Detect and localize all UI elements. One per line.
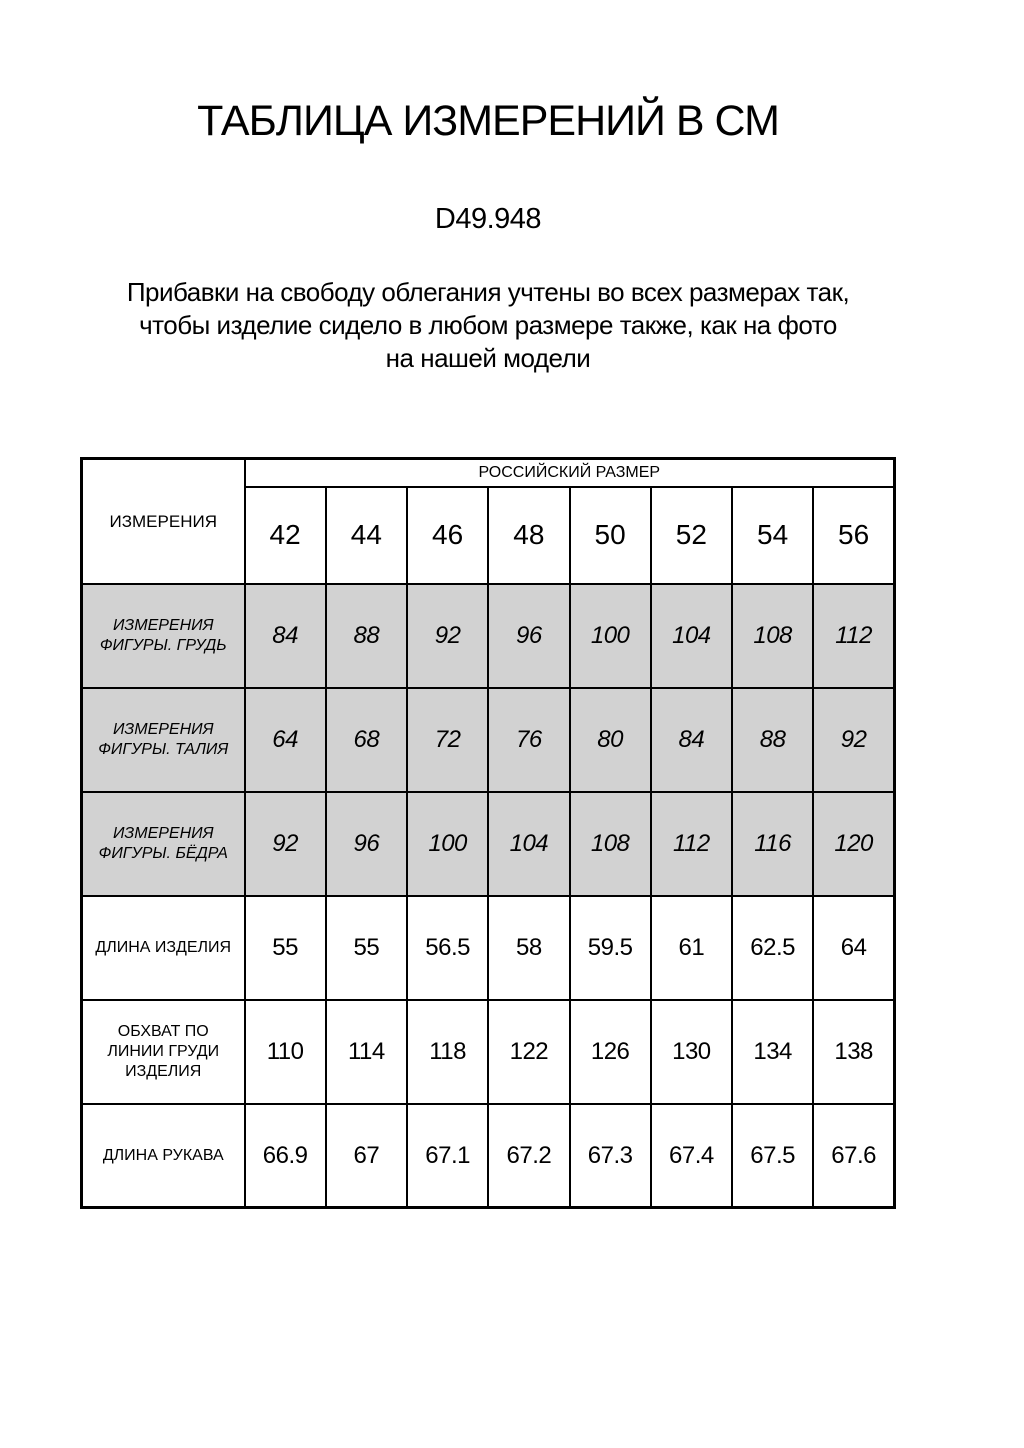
size-header-cell: 54 bbox=[732, 487, 813, 584]
value-cell: 88 bbox=[732, 688, 813, 792]
row-label-cell: ИЗМЕРЕНИЯ ФИГУРЫ. ГРУДЬ bbox=[82, 584, 245, 688]
fit-note-line: Прибавки на свободу облегания учтены во всех размерах так, bbox=[126, 277, 850, 308]
value-cell: 61 bbox=[651, 896, 732, 1000]
value-cell: 67.5 bbox=[732, 1104, 813, 1208]
value-cell: 66.9 bbox=[245, 1104, 326, 1208]
value-cell: 68 bbox=[326, 688, 407, 792]
value-cell: 67 bbox=[326, 1104, 407, 1208]
value-cell: 122 bbox=[488, 1000, 569, 1104]
size-header-cell: 48 bbox=[488, 487, 569, 584]
value-cell: 130 bbox=[651, 1000, 732, 1104]
row-label-cell: ДЛИНА РУКАВА bbox=[82, 1104, 245, 1208]
product-code: D49.948 bbox=[434, 203, 542, 236]
value-cell: 112 bbox=[813, 584, 894, 688]
value-cell: 92 bbox=[813, 688, 894, 792]
fit-note-line: на нашей модели bbox=[385, 343, 591, 374]
size-header-cell: 42 bbox=[245, 487, 326, 584]
value-cell: 96 bbox=[326, 792, 407, 896]
table-row bbox=[82, 584, 895, 688]
value-cell: 72 bbox=[407, 688, 488, 792]
table-row bbox=[82, 688, 895, 792]
value-cell: 92 bbox=[407, 584, 488, 688]
value-cell: 62.5 bbox=[732, 896, 813, 1000]
document bbox=[80, 0, 896, 1209]
value-cell: 96 bbox=[488, 584, 569, 688]
fit-note bbox=[80, 276, 896, 375]
value-cell: 108 bbox=[732, 584, 813, 688]
value-cell: 112 bbox=[651, 792, 732, 896]
measurements-table bbox=[80, 457, 896, 1209]
size-header-cell: 52 bbox=[651, 487, 732, 584]
table-body bbox=[82, 584, 895, 1208]
value-cell: 55 bbox=[245, 896, 326, 1000]
table-row bbox=[82, 1000, 895, 1104]
value-cell: 92 bbox=[245, 792, 326, 896]
row-label-cell: ОБХВАТ ПО ЛИНИИ ГРУДИ ИЗДЕЛИЯ bbox=[82, 1000, 245, 1104]
row-label-cell: ДЛИНА ИЗДЕЛИЯ bbox=[82, 896, 245, 1000]
value-cell: 114 bbox=[326, 1000, 407, 1104]
value-cell: 55 bbox=[326, 896, 407, 1000]
value-cell: 67.3 bbox=[570, 1104, 651, 1208]
value-cell: 100 bbox=[407, 792, 488, 896]
value-cell: 64 bbox=[813, 896, 894, 1000]
russian-size-header-cell: РОССИЙСКИЙ РАЗМЕР bbox=[245, 459, 895, 487]
value-cell: 76 bbox=[488, 688, 569, 792]
value-cell: 104 bbox=[488, 792, 569, 896]
value-cell: 104 bbox=[651, 584, 732, 688]
value-cell: 108 bbox=[570, 792, 651, 896]
fit-note-line: чтобы изделие сидело в любом размере также, как на фото bbox=[139, 310, 837, 341]
value-cell: 84 bbox=[651, 688, 732, 792]
value-cell: 59.5 bbox=[570, 896, 651, 1000]
value-cell: 84 bbox=[245, 584, 326, 688]
value-cell: 80 bbox=[570, 688, 651, 792]
group-header-row bbox=[82, 459, 895, 487]
value-cell: 110 bbox=[245, 1000, 326, 1104]
size-header-cell: 44 bbox=[326, 487, 407, 584]
row-label-cell: ИЗМЕРЕНИЯ ФИГУРЫ. БЁДРА bbox=[82, 792, 245, 896]
value-cell: 67.2 bbox=[488, 1104, 569, 1208]
size-header-cell: 56 bbox=[813, 487, 894, 584]
value-cell: 67.4 bbox=[651, 1104, 732, 1208]
value-cell: 58 bbox=[488, 896, 569, 1000]
value-cell: 56.5 bbox=[407, 896, 488, 1000]
table-row bbox=[82, 792, 895, 896]
size-header-cell: 46 bbox=[407, 487, 488, 584]
table-row bbox=[82, 896, 895, 1000]
corner-header-cell: ИЗМЕРЕНИЯ bbox=[82, 459, 245, 584]
value-cell: 138 bbox=[813, 1000, 894, 1104]
row-label-cell: ИЗМЕРЕНИЯ ФИГУРЫ. ТАЛИЯ bbox=[82, 688, 245, 792]
value-cell: 64 bbox=[245, 688, 326, 792]
value-cell: 67.1 bbox=[407, 1104, 488, 1208]
value-cell: 67.6 bbox=[813, 1104, 894, 1208]
page-title: ТАБЛИЦА ИЗМЕРЕНИЙ В СМ bbox=[197, 97, 779, 145]
value-cell: 120 bbox=[813, 792, 894, 896]
table-row bbox=[82, 1104, 895, 1208]
size-header-cell: 50 bbox=[570, 487, 651, 584]
value-cell: 134 bbox=[732, 1000, 813, 1104]
value-cell: 88 bbox=[326, 584, 407, 688]
value-cell: 116 bbox=[732, 792, 813, 896]
value-cell: 118 bbox=[407, 1000, 488, 1104]
value-cell: 100 bbox=[570, 584, 651, 688]
value-cell: 126 bbox=[570, 1000, 651, 1104]
